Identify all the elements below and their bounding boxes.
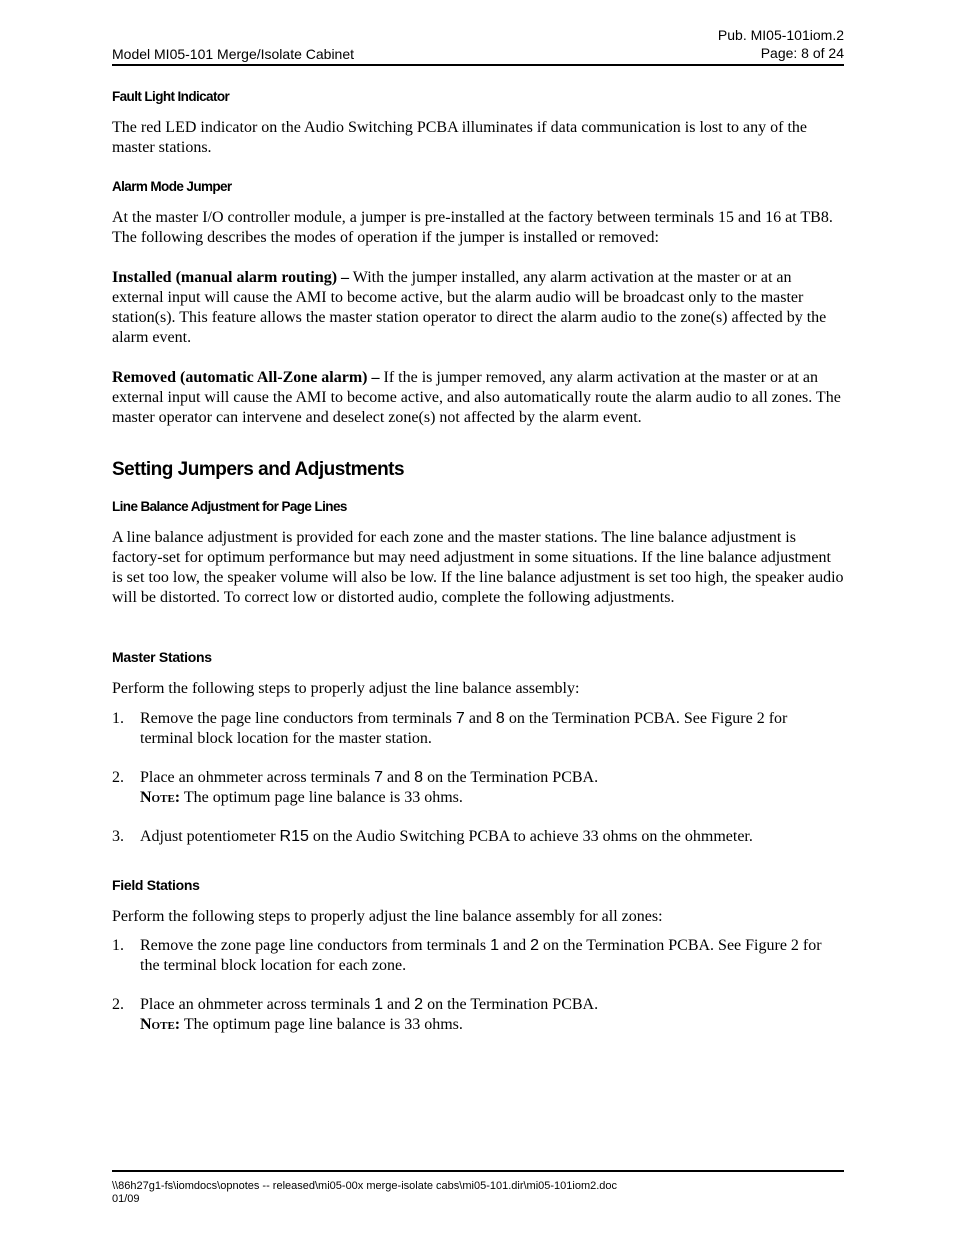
field-intro: Perform the following steps to properly adjust the line balance assembly for all zones:: [112, 908, 663, 925]
line-balance-heading: Line Balance Adjustment for Page Lines: [112, 499, 347, 514]
master-step-3: 3. Adjust potentiometer R15 on the Audio Switching PCBA to achieve 33 ohms on the ohmmeter.: [112, 828, 753, 845]
removed-text: If the is jumper removed, any alarm activation at the master or at an external input will cause the AMI to become active, and also automatically route the alarm audio to all zones. The master operator can intervene and deselect zone(s) not affected by the alarm event.: [112, 369, 841, 426]
field-note: Note: The optimum page line balance is 33 ohms.: [140, 1016, 463, 1033]
installed-text: With the jumper installed, any alarm activation at the master or at an external input will cause the AMI to become active, but the alarm audio will be broadcast only to the master station(s). This feature allows the master station operator to direct the alarm audio to the zone(s) affected by the alarm event.: [112, 269, 827, 346]
alarm-installed-paragraph: [112, 268, 844, 348]
alarm-removed-paragraph: [112, 368, 844, 428]
alarm-heading: Alarm Mode Jumper: [112, 179, 232, 194]
field-step-2: 2. Place an ohmmeter across terminals 1 and 2 on the Termination PCBA. Note: The optimum page line balance is 33 ohms.: [112, 995, 844, 1035]
field-steps: [112, 936, 844, 976]
master-step-1: 1. Remove the page line conductors from terminals 7 and 8 on the Termination PCBA. See Figure 2 for terminal block location for the master station.: [112, 710, 788, 747]
document-page: [112, 26, 844, 66]
fault-heading: Fault Light Indicator: [112, 89, 230, 104]
field-step-1: 1. Remove the zone page line conductors from terminals 1 and 2 on the Termination PCBA. See Figure 2 for the terminal block location for each zone.: [112, 937, 822, 974]
header-pub-info: [718, 26, 844, 62]
fault-body: The red LED indicator on the Audio Switching PCBA illuminates if data communication is lost to any of the master stations.: [112, 119, 808, 156]
field-stations-heading: Field Stations: [112, 877, 200, 893]
master-stations-heading: Master Stations: [112, 649, 212, 665]
footer-date: 01/09: [112, 1193, 140, 1205]
header-page-number: Page: 8 of 24: [760, 45, 844, 61]
header-pub: Pub. MI05-101iom.2: [717, 27, 844, 43]
master-step-2: 2. Place an ohmmeter across terminals 7 and 8 on the Termination PCBA. Note: The optimum page line balance is 33 ohms.: [112, 768, 844, 808]
master-note: Note: The optimum page line balance is 33 ohms.: [140, 789, 463, 806]
line-balance-body: A line balance adjustment is provided for each zone and the master stations. The line balance adjustment is factory-set for optimum performance but may need adjustment in some situations. If the line balance adjustment is set too low, the speaker volume will also be low. If the line balance adjustment is set too high, the speaker audio will be distorted. To correct low or distorted audio, complete the following adjustments.: [112, 529, 844, 606]
installed-label: Installed (manual alarm routing) –: [112, 269, 350, 286]
page-header: [112, 26, 844, 66]
setting-heading: Setting Jumpers and Adjustments: [112, 459, 405, 480]
master-intro: Perform the following steps to properly adjust the line balance assembly:: [112, 680, 580, 697]
page-footer: [112, 1170, 844, 1206]
master-steps: [112, 709, 844, 749]
removed-label: Removed (automatic All-Zone alarm) –: [112, 369, 380, 386]
footer-file-path: \\86h27g1-fs\iomdocs\opnotes -- released\mi05-00x merge-isolate cabs\mi05-101.dir\mi05-101iom2.doc: [112, 1180, 618, 1192]
header-model: Model MI05-101 Merge/Isolate Cabinet: [112, 46, 355, 62]
alarm-intro: At the master I/O controller module, a jumper is pre-installed at the factory between terminals 15 and 16 at TB8. The following describes the modes of operation if the jumper is installed or removed:: [112, 209, 833, 246]
